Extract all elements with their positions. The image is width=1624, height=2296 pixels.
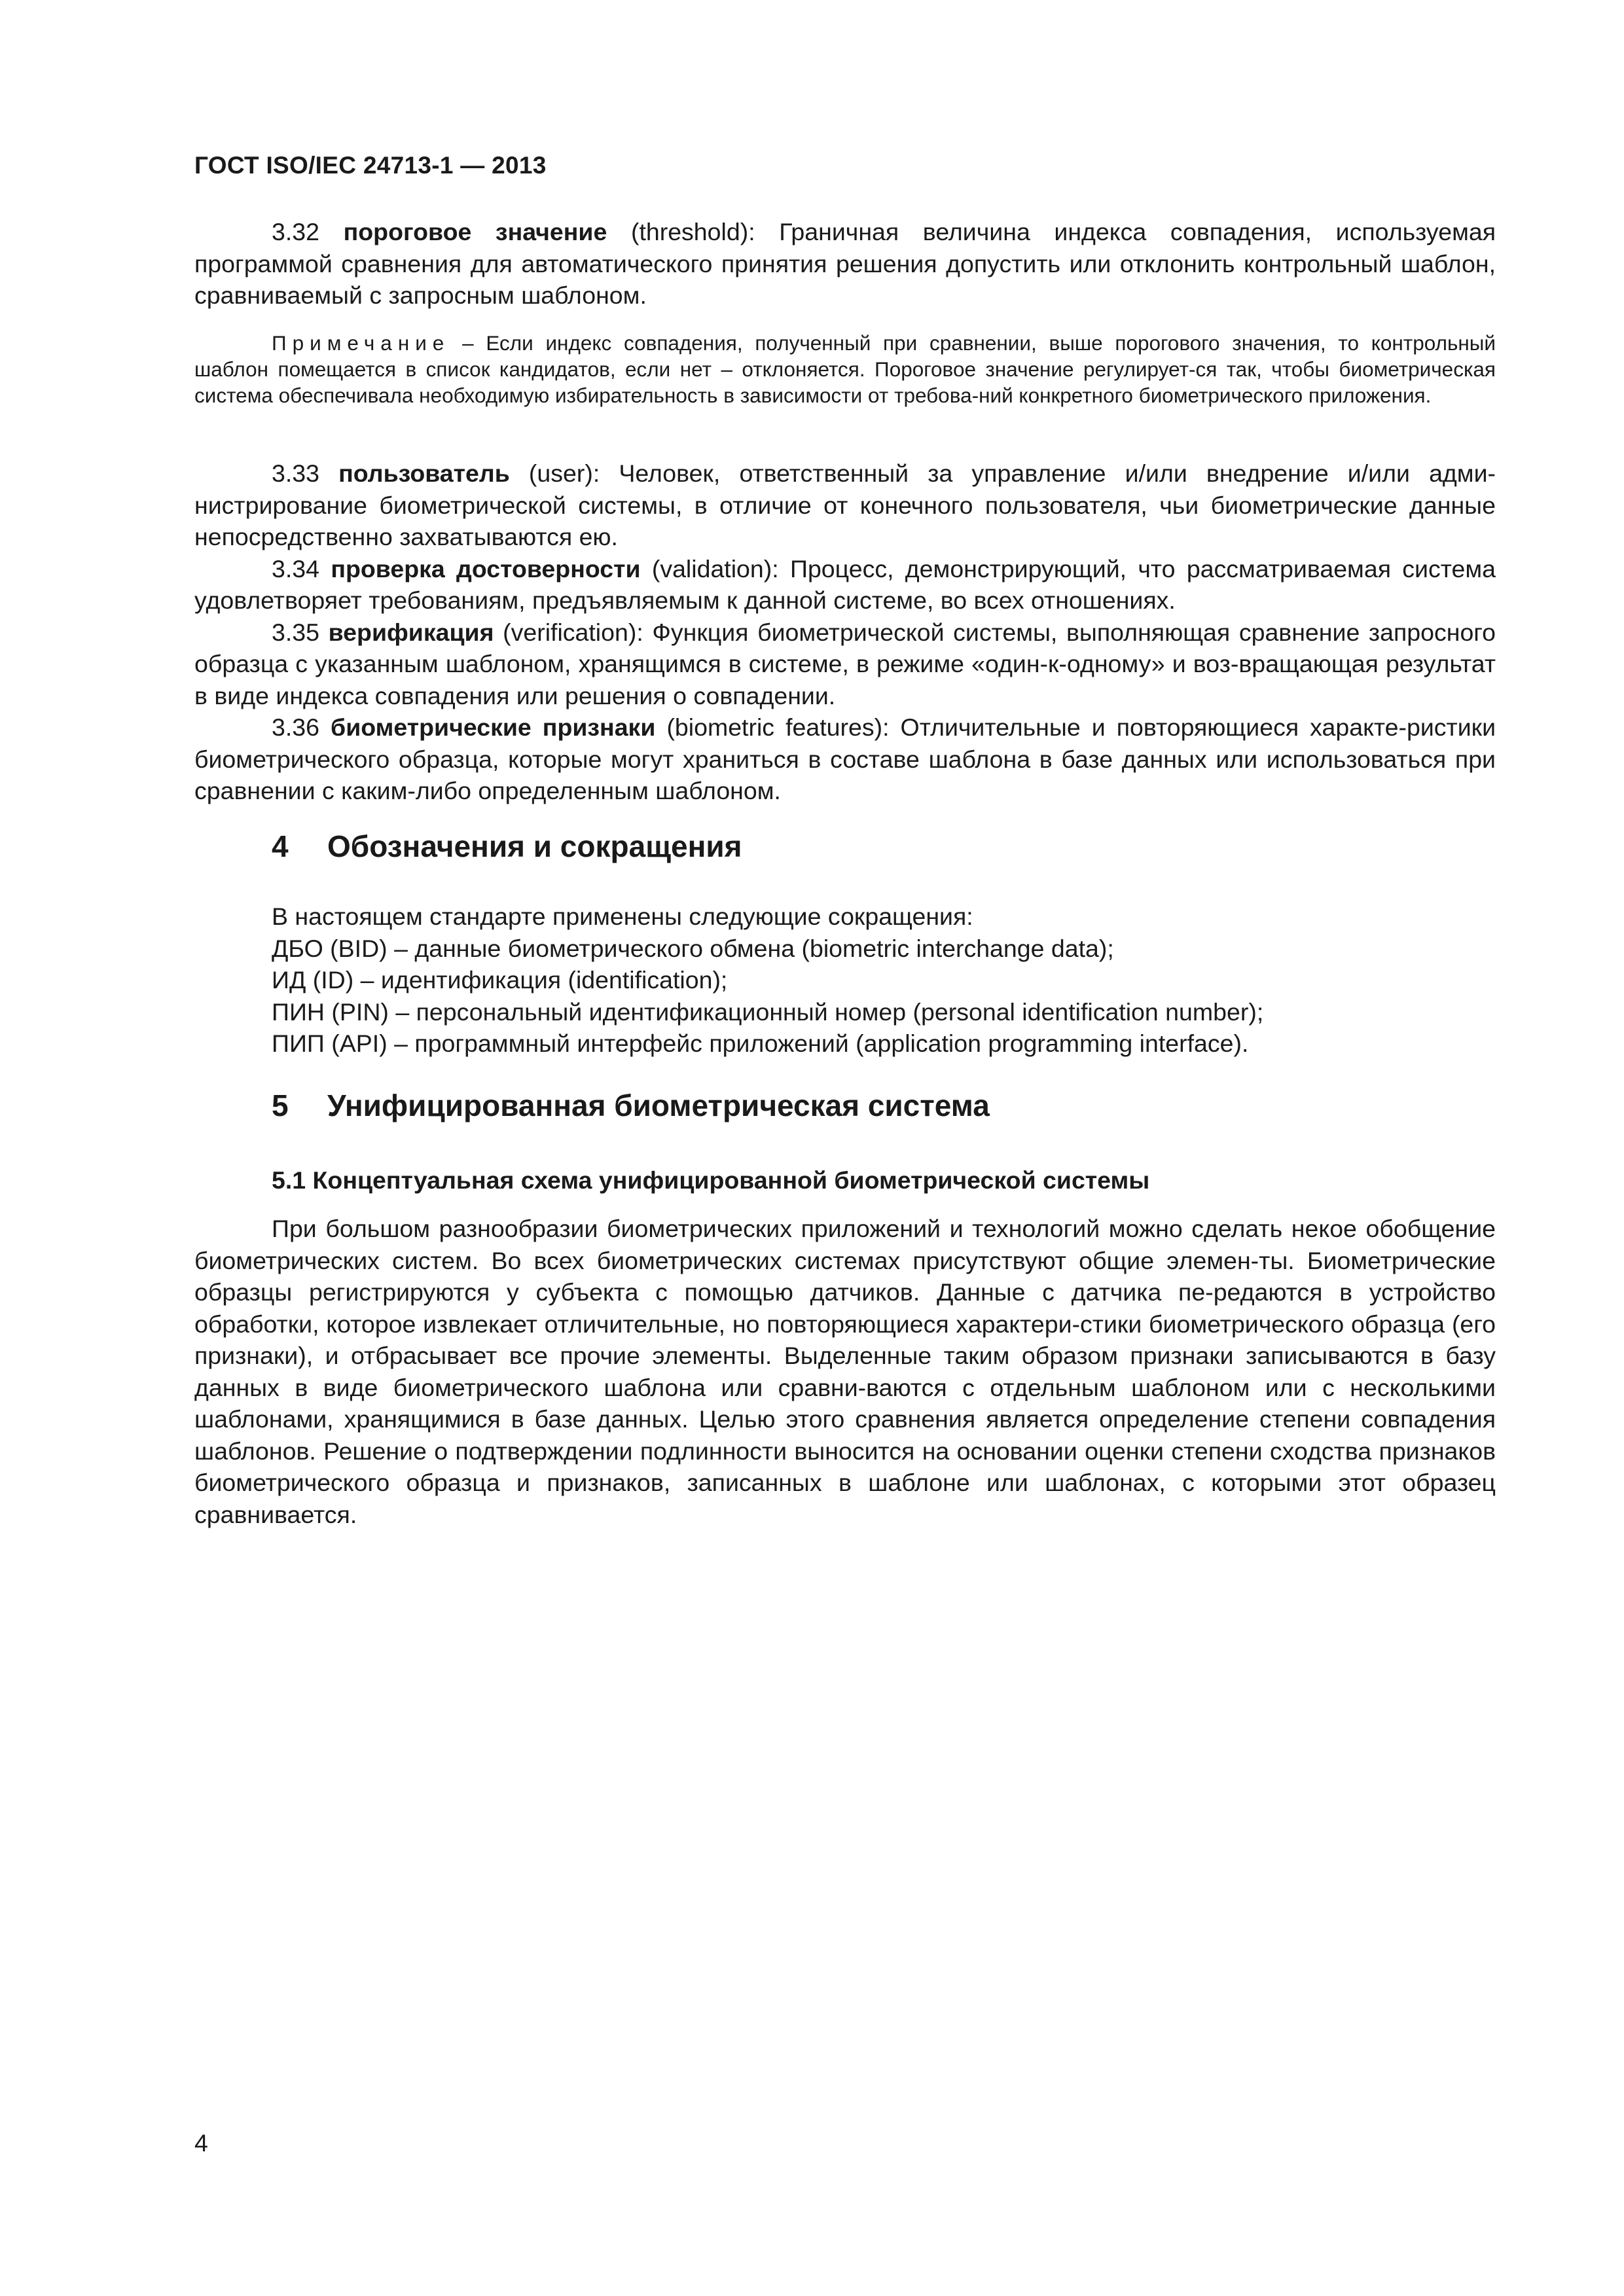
abbreviation-item: ИД (ID) – идентификация (identification); bbox=[272, 966, 728, 994]
section-number: 5 bbox=[272, 1088, 289, 1122]
term-name: пороговое значение bbox=[343, 218, 607, 245]
section-title: Обозначения и сокращения bbox=[327, 829, 742, 863]
section-4-heading bbox=[272, 829, 742, 864]
section-5-heading bbox=[272, 1088, 990, 1123]
term-definition: Отличительные и повторяющиеся характе-ристики биометрического образца, которые могут храниться в составе шаблона в базе данных или использоваться при сравнении с каким-либо определенным шаблоном. bbox=[194, 713, 1496, 804]
term-number: 3.34 bbox=[272, 554, 319, 583]
abbreviation-item: ДБО (BID) – данные биометрического обмена (biometric interchange data); bbox=[272, 934, 1114, 962]
term-name: верификация bbox=[328, 618, 494, 646]
note-label: Примечание bbox=[272, 331, 450, 355]
term-name: проверка достоверности bbox=[331, 554, 641, 583]
section-5-1-paragraph bbox=[194, 1213, 1496, 1530]
term-3-34 bbox=[194, 553, 1496, 617]
abbreviations-intro: В настоящем стандарте применены следующие сокращения: bbox=[272, 903, 973, 930]
note bbox=[194, 330, 1496, 408]
note-text: – Если индекс совпадения, полученный при сравнении, выше порогового значения, то контрольный шаблон помещается в список кандидатов, если нет – отклоняется. Пороговое значение регулирует-ся так, чтобы биометрическая система обеспечивала необходимую избирательность в зависимости от требова-ний конкретного биометрического приложения. bbox=[194, 331, 1496, 407]
section-number: 4 bbox=[272, 829, 289, 863]
term-english: (biometric features): bbox=[666, 713, 890, 741]
term-english: (verification): bbox=[503, 618, 643, 646]
term-3-36 bbox=[194, 711, 1496, 807]
page-number: 4 bbox=[194, 2129, 208, 2157]
term-english: (user): bbox=[528, 459, 600, 487]
term-definition: Человек, ответственный за управление и/или внедрение и/или адми-нистрирование биометрической системы, в отличие от конечного пользователя, чьи биометрические данные непосредственно захватываются ею. bbox=[194, 459, 1496, 550]
terms-block bbox=[194, 457, 1496, 807]
subsection-5-1-heading: 5.1 Концептуальная схема унифицированной биометрической системы bbox=[272, 1166, 1150, 1194]
term-name: биометрические признаки bbox=[331, 713, 656, 741]
term-english: (threshold): bbox=[630, 218, 755, 245]
term-3-33 bbox=[194, 457, 1496, 553]
term-definition: Граничная величина индекса совпадения, используемая программой сравнения для автоматического принятия решения допустить или отклонить контрольный шаблон, сравниваемый с запросным шаблоном. bbox=[194, 218, 1496, 309]
term-definition: Процесс, демонстрирующий, что рассматриваемая система удовлетворяет требованиям, предъявляемым к данной системе, во всех отношениях. bbox=[194, 554, 1496, 614]
term-definition: Функция биометрической системы, выполняющая сравнение запросного образца с указанным шаблоном, хранящимся в системе, в режиме «один-к-одному» и воз-вращающая результат в виде индекса совпадения или решения о совпадении. bbox=[194, 618, 1496, 709]
term-name: пользователь bbox=[338, 459, 510, 487]
abbreviation-item: ПИН (PIN) – персональный идентификационный номер (personal identification number); bbox=[272, 997, 1264, 1026]
term-number: 3.35 bbox=[272, 618, 319, 646]
term-number: 3.33 bbox=[272, 459, 319, 487]
term-3-35 bbox=[194, 617, 1496, 712]
term-3-32 bbox=[194, 216, 1496, 312]
term-number: 3.32 bbox=[272, 218, 319, 245]
term-english: (validation): bbox=[651, 554, 779, 583]
running-header: ГОСТ ISO/IEC 24713-1 — 2013 bbox=[194, 152, 547, 179]
abbreviations-list bbox=[272, 901, 1263, 1060]
term-number: 3.36 bbox=[272, 713, 319, 741]
abbreviation-item: ПИП (API) – программный интерфейс приложений (application programming interface). bbox=[272, 1030, 1249, 1057]
paragraph-text: При большом разнообразии биометрических приложений и технологий можно сделать некое обобщение биометрических систем. Во всех биометрических системах присутствуют общие элемен-ты. Биометрические образцы регистрируются у субъекта с помощью датчиков. Данные с датчика пе-редаются в устройство обработки, которое извлекает отличительные, но повторяющиеся характери-стики биометрического образца (его признаки), и отбрасывает все прочие элементы. Выделенные таким образом признаки записываются в базу данных в виде биометрического шаблона или сравни-ваются с отдельным шаблоном или с несколькими шаблонами, хранящимися в базе данных. Целью этого сравнения является определение степени совпадения шаблонов. Решение о подтверждении подлинности выносится на основании оценки степени сходства признаков биометрического образца и признаков, записанных в шаблоне или шаблонах, с которыми этот образец сравнивается. bbox=[194, 1215, 1496, 1528]
section-title: Унифицированная биометрическая система bbox=[327, 1088, 990, 1122]
